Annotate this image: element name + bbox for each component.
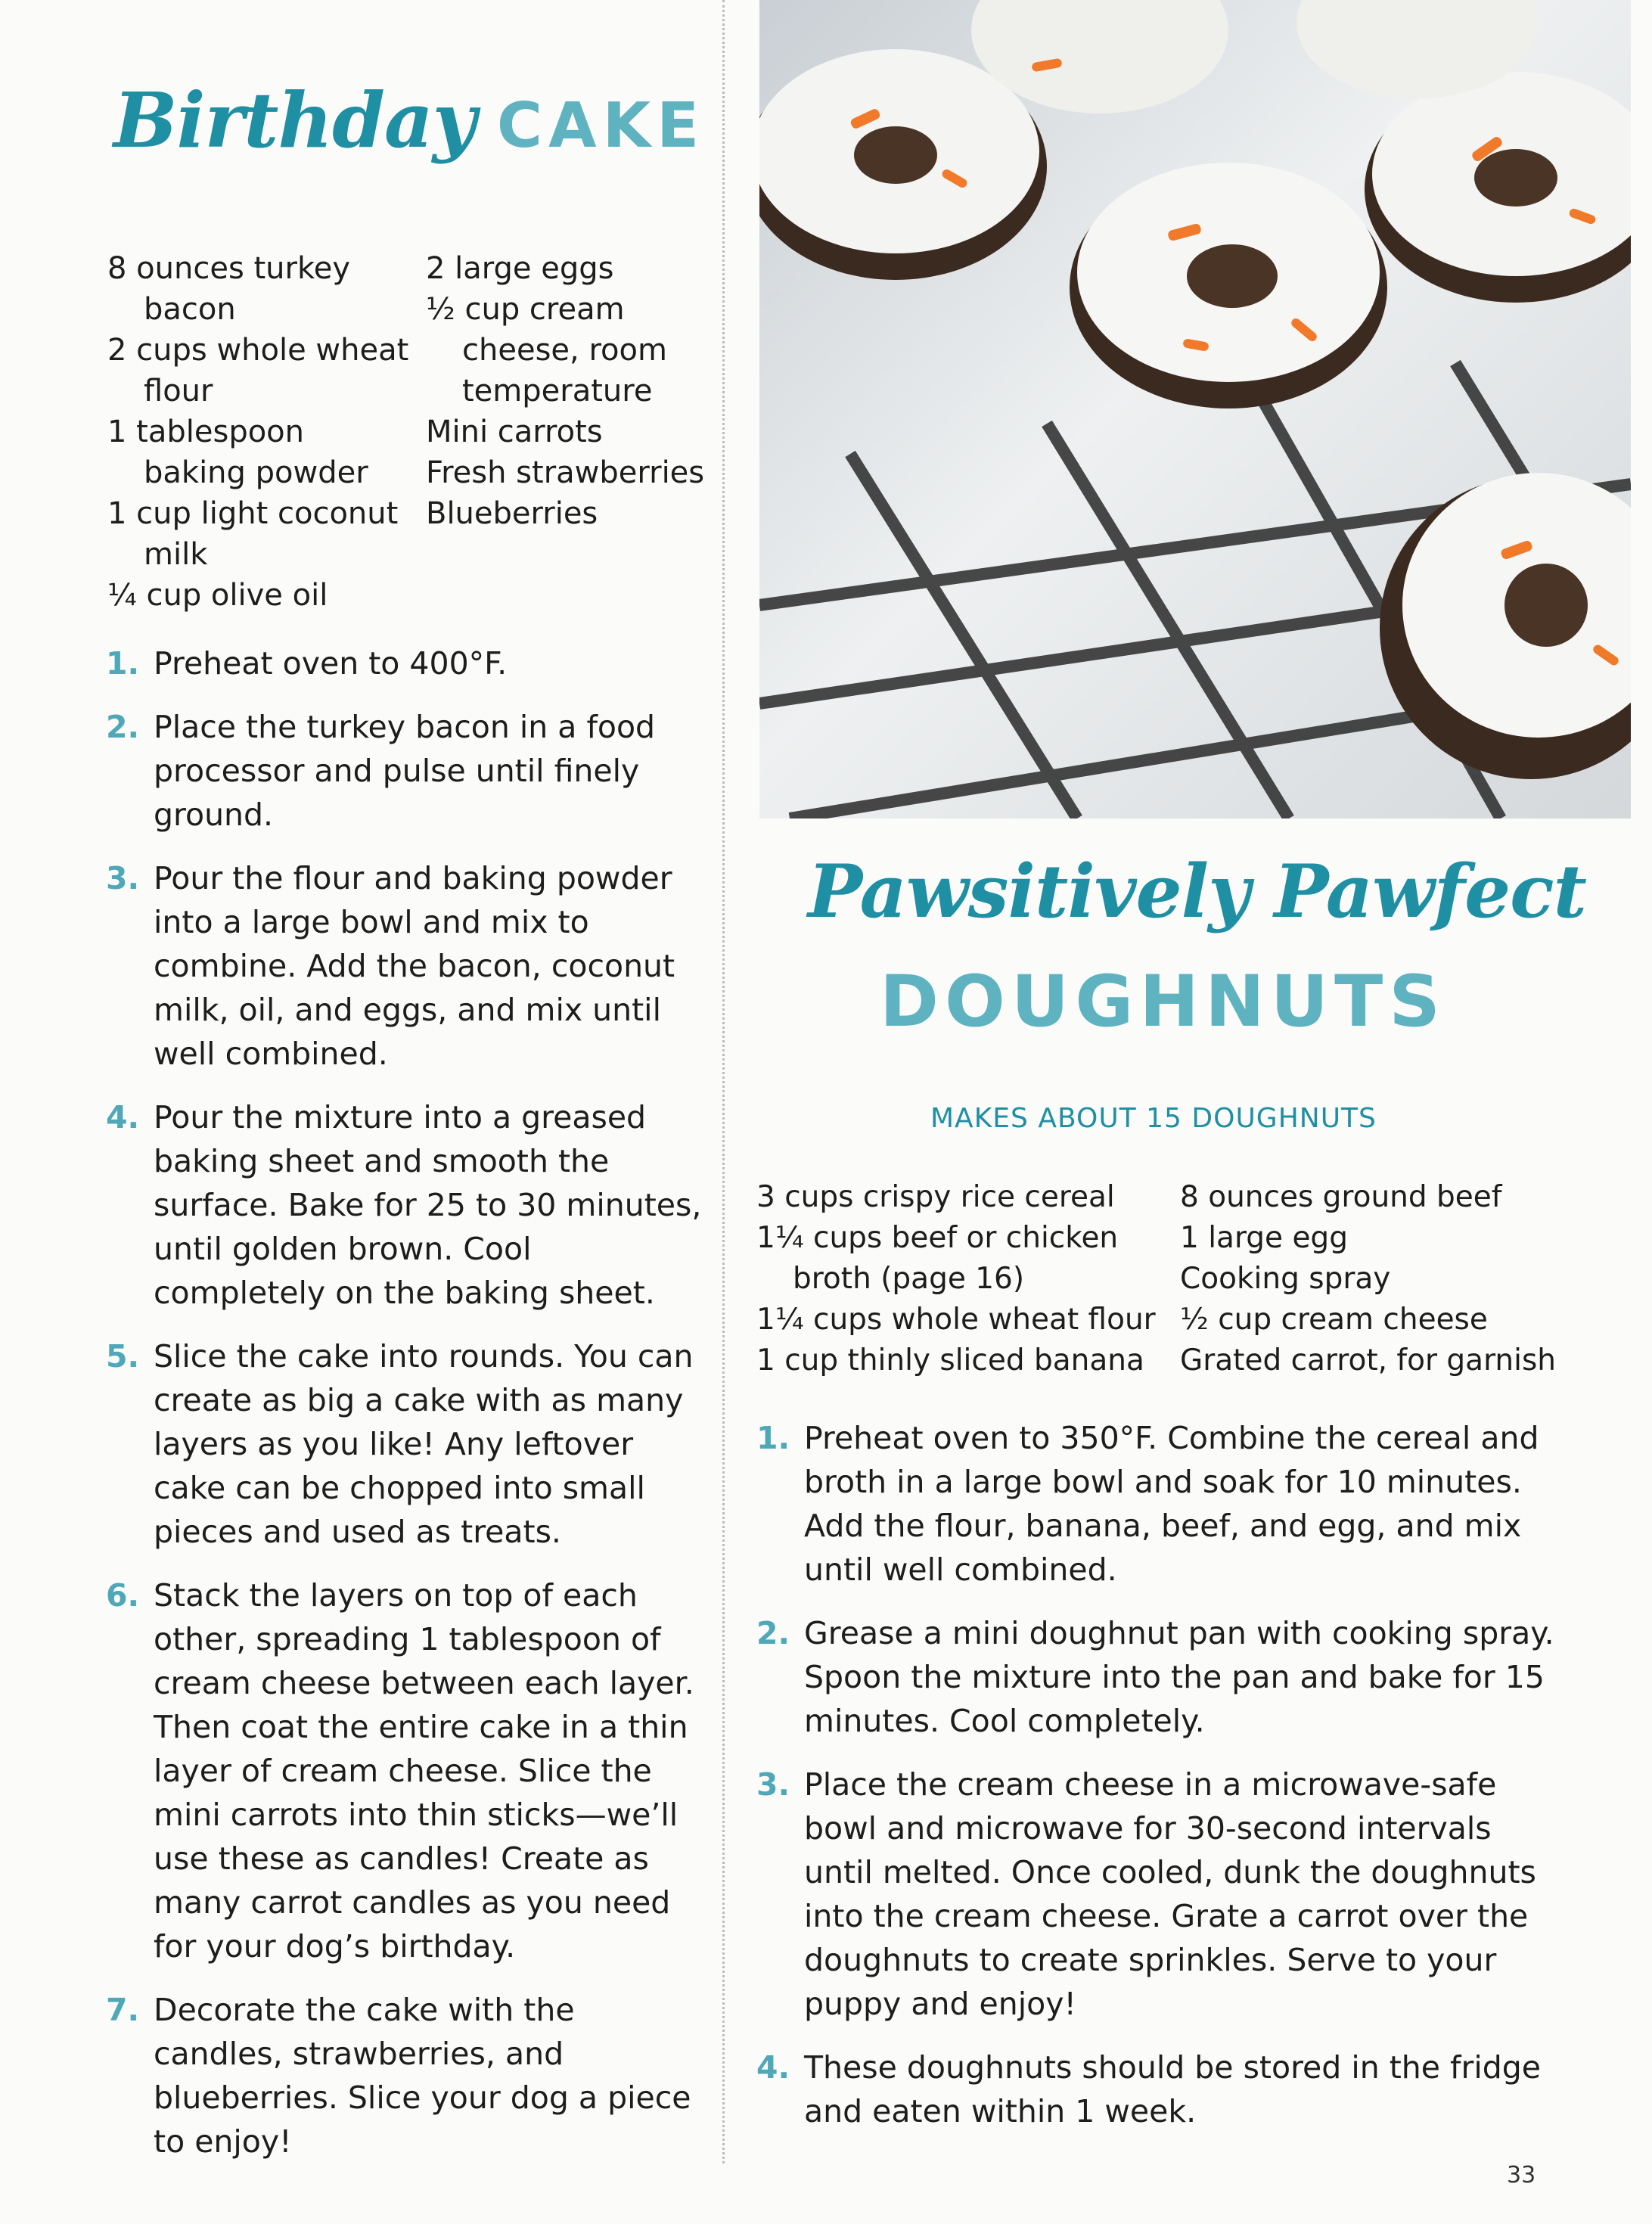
step-text: Place the cream cheese in a microwave-safe bowl and microwave for 30-second intervals until melted. Once cooled, dunk the doughnuts into the cream cheese. Grate a carrot over the doughnuts to create sprinkles. Serve to your puppy and enjoy!: [804, 1766, 1536, 2022]
doughnuts-illustration: [759, 0, 1631, 818]
step: [106, 705, 703, 837]
step-text: Grease a mini doughnut pan with cooking spray. Spoon the mixture into the pan and bake for 15 minutes. Cool completely.: [804, 1615, 1554, 1739]
ingredient: ¼ cup olive oil: [107, 578, 328, 613]
doughnuts-ingredients-col2: [1180, 1177, 1604, 1381]
step: [106, 1573, 703, 1968]
ingredient: 2 large eggs: [426, 251, 614, 286]
step: [106, 856, 703, 1076]
step-number: 1.: [756, 1420, 790, 1456]
step-number: 2.: [756, 1615, 790, 1651]
step-number: 1.: [106, 645, 140, 682]
ingredient: ½ cup cream cheese: [1180, 1303, 1488, 1337]
column-divider: [722, 0, 725, 2163]
step: [106, 1988, 703, 2163]
step-text: Pour the flour and baking powder into a large bowl and mix to combine. Add the bacon, coconut milk, oil, and eggs, and mix until well combined.: [154, 860, 675, 1072]
ingredient: Grated carrot, for garnish: [1180, 1343, 1557, 1378]
step: [106, 1095, 703, 1315]
doughnuts-title-caps: DOUGHNUTS: [880, 961, 1446, 1043]
birthday-cake-ingredients-col2: [426, 248, 713, 534]
step-number: 3.: [106, 860, 140, 896]
step-number: 4.: [106, 1099, 140, 1135]
ingredient: ½ cup cream cheese, room temperature: [426, 292, 667, 408]
birthday-cake-title-script: Birthday: [113, 76, 476, 165]
page-number: 33: [1507, 2162, 1536, 2188]
ingredient: 1 tablespoon baking powder: [107, 415, 368, 490]
birthday-cake-title: [113, 76, 705, 165]
ingredient: 8 ounces ground beef: [1180, 1180, 1502, 1214]
step-text: Slice the cake into rounds. You can create as big a cake with as many layers as you like! Any leftover cake can be chopped into small pieces and used as treats.: [154, 1338, 694, 1550]
step-number: 6.: [106, 1577, 140, 1614]
ingredient: 1 cup thinly sliced banana: [756, 1343, 1144, 1378]
step-text: These doughnuts should be stored in the fridge and eaten within 1 week.: [804, 2049, 1542, 2129]
birthday-cake-ingredients-col1: [107, 248, 410, 616]
birthday-cake-title-caps: CAKE: [496, 90, 706, 162]
step-text: Preheat oven to 350°F. Combine the cereal and broth in a large bowl and soak for 10 minutes. Add the flour, banana, beef, and egg, and mix until well combined.: [804, 1420, 1539, 1588]
doughnuts-title-script: Pawsitively Pawfect: [808, 849, 1586, 934]
step-number: 4.: [756, 2049, 790, 2086]
ingredient: Blueberries: [426, 496, 598, 531]
step-number: 7.: [106, 1992, 140, 2028]
step-number: 5.: [106, 1338, 140, 1374]
doughnuts-yield: MAKES ABOUT 15 DOUGHNUTS: [930, 1103, 1377, 1134]
birthday-cake-steps: [106, 641, 703, 2183]
step: [756, 1416, 1570, 1592]
step: [756, 2045, 1570, 2133]
step-number: 3.: [756, 1766, 790, 1803]
ingredient: 1¼ cups beef or chicken broth (page 16): [756, 1221, 1119, 1296]
step-text: Preheat oven to 400°F.: [154, 645, 508, 682]
step: [756, 1611, 1570, 1743]
step: [106, 1334, 703, 1554]
ingredient: 2 cups whole wheat flour: [107, 333, 409, 408]
doughnuts-photo: [759, 0, 1631, 818]
ingredient: 1 cup light coconut milk: [107, 496, 399, 572]
step: [106, 641, 703, 685]
step-text: Pour the mixture into a greased baking sheet and smooth the surface. Bake for 25 to 30 minutes, until golden brown. Cool completely on the baking sheet.: [154, 1099, 702, 1311]
ingredient: 1¼ cups whole wheat flour: [756, 1303, 1156, 1337]
ingredient: Mini carrots: [426, 415, 603, 449]
doughnuts-ingredients-col1: [756, 1177, 1165, 1381]
step-text: Place the turkey bacon in a food processor and pulse until finely ground.: [154, 709, 656, 833]
ingredient: 1 large egg: [1180, 1221, 1348, 1255]
ingredient: Fresh strawberries: [426, 455, 705, 490]
step-text: Stack the layers on top of each other, spreading 1 tablespoon of cream cheese between each layer. Then coat the entire cake in a thin layer of cream cheese. Slice the mini carrots into thin sticks—we’ll use these as candles! Create as many carrot candles as you need for your dog’s birthday.: [154, 1577, 694, 1965]
ingredient: Cooking spray: [1180, 1262, 1391, 1296]
ingredient: 8 ounces turkey bacon: [107, 251, 350, 327]
doughnuts-steps: [756, 1416, 1570, 2153]
step-text: Decorate the cake with the candles, strawberries, and blueberries. Slice your dog a piece to enjoy!: [154, 1992, 691, 2160]
ingredient: 3 cups crispy rice cereal: [756, 1180, 1115, 1214]
step-number: 2.: [106, 709, 140, 745]
step: [756, 1763, 1570, 2026]
